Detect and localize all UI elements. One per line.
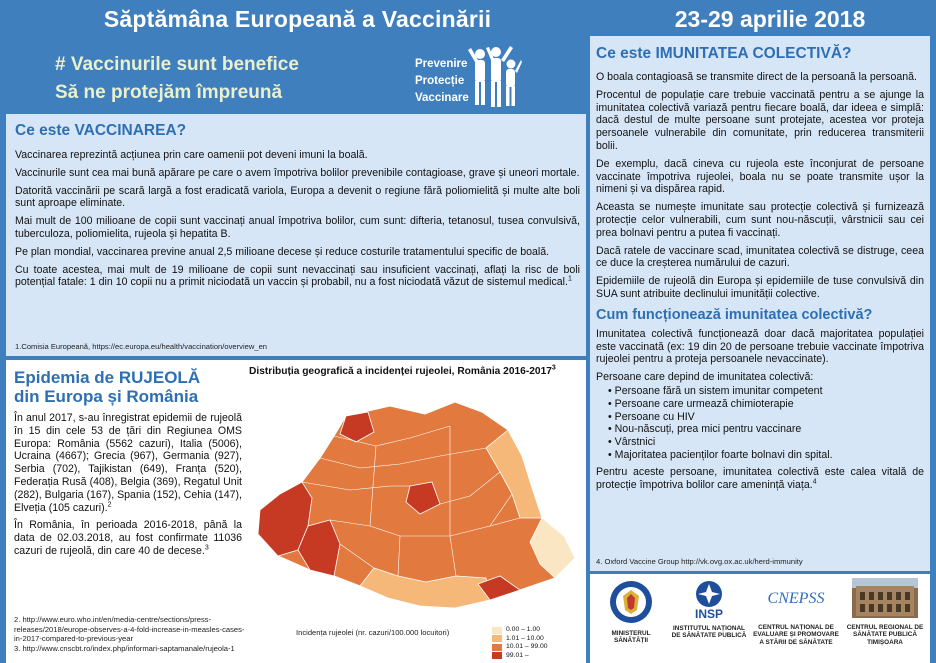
legend-swatch [492, 627, 502, 634]
list-item: • Persoane cu HIV [608, 411, 924, 424]
map-caption: Incidența rujeolei (nr. cazuri/100.000 locuitori) [296, 628, 450, 637]
vaccinare-paragraph: Pe plan mondial, vaccinarea previne anual 2,5 milioane decese și reduce costurile tratamentului specific de boală. [15, 245, 550, 258]
vaccinare-paragraph: Vaccinarea reprezintă acțiunea prin care oamenii pot deveni imuni la boală. [15, 149, 368, 161]
rujeola-title-line1: Epidemia de RUJEOLĂ [14, 368, 201, 387]
list-item: • Persoane fără un sistem imunitar competent [608, 385, 924, 398]
rujeola-panel [6, 360, 586, 663]
rujeola-footnotes [14, 615, 246, 653]
rujeola-p2-text: În România, în perioada 2016-2018, până la data de 02.03.2018, au fost confirmate 11036 cazuri de rujeolă, din care 40 de decese. [14, 519, 242, 557]
event-date: 23-29 aprilie 2018 [674, 6, 866, 32]
legend-swatch [492, 652, 502, 659]
imunitate-final [596, 466, 924, 492]
logo-ministerul-sanatatii [596, 580, 666, 645]
imunitate-paragraph: Procentul de populație care trebuie vaccinată pentru a se ajunge la imunitatea colectivă variază pentru fiecare boală, dar ideea e simplă: dacă destul de multe persoane sunt protejate, acestea vor proteja persoanele vulnerabile din comunitate, prin reducerea transmiterii bolii. [596, 88, 924, 152]
imunitate-footnote: 4. Oxford Vaccine Group http://vk.ovg.ox.ac.uk/herd-immunity [596, 557, 803, 566]
imunitate-paragraph: O boala contagioasă se transmite direct de la persoană la persoană. [596, 71, 917, 83]
legend-item [492, 652, 548, 661]
building-photo-icon [852, 578, 918, 618]
ppv-block [415, 56, 469, 107]
footnote-ref: 1 [567, 275, 572, 283]
logo-caption: MINISTERUL SĂNĂTĂȚII [611, 630, 651, 645]
imunitate-how: Imunitatea colectivă funcționează doar dacă majoritatea populației este vaccinată (ex: 19 din 20 de persoane trebuie vaccinate împotriva rujeolei pentru a proteja persoanele nevaccinate). [596, 327, 924, 366]
imunitate-paragraph: Epidemiile de rujeolă din Europa și epidemiile de tuse convulsivă din SUA sunt atribuite declinului imunității colective. [596, 275, 924, 300]
legend-swatch [492, 635, 502, 642]
vaccinare-title: Ce este VACCINAREA? [15, 122, 187, 139]
rujeola-title [14, 368, 200, 406]
vaccinare-paragraph: Datorită vaccinării pe scară largă a fost eradicată variola, Europa a devenit o regiune fără poliomielită și multe alte boli sunt aproape eliminate. [15, 184, 580, 210]
footnote-ref: 4 [812, 477, 817, 485]
insp-emblem-icon [689, 580, 729, 608]
imunitate-paragraph: Aceasta se numește imunitate sau protecție colectivă și furnizează protecție celor vulnerabili, cum sunt nou-născuții, vârstnicii sau cei prea bolnavi pentru a putea fi vaccinați. [596, 201, 924, 239]
vaccinare-footnote: 1.Comisia Europeană, https://ec.europa.eu/health/vaccination/overview_en [15, 342, 268, 351]
imunitate-final-text: Pentru aceste persoane, imunitatea colectivă este calea vitală de protecție împotriva bolilor care amenință viața. [596, 465, 924, 491]
cnepss-wordmark: CNEPSS [767, 590, 825, 607]
list-item: • Persoane care urmează chimioterapie [608, 398, 924, 411]
logo-cnepss [752, 580, 840, 646]
logo-insp [670, 580, 748, 640]
logo-caption: INSTITUTUL NAȚIONAL DE SĂNĂTATE PUBLICĂ [671, 625, 747, 640]
imunitate-subtitle: Cum funcționează imunitatea colectivă? [596, 306, 873, 323]
list-item: • Nou-născuți, prea mici pentru vaccinare [608, 423, 924, 436]
ppv-prevenire: Prevenire [415, 58, 468, 70]
vaccinare-last-text: Cu toate acestea, mai mult de 19 milioane de copii sunt nevaccinați sau insuficient vaccinați, aflați la risc de boli potențial fatale: 1 din 10 copii nu a primit niciodată un vaccin și probabil, nu a fost niciodată văzut de sistemul medical. [15, 263, 580, 289]
rujeola-paragraph [14, 519, 242, 557]
legend-label: 1.01 – 10.00 [506, 634, 544, 642]
legend-item [492, 635, 548, 644]
map-title [249, 366, 584, 377]
vaccinare-panel [6, 114, 586, 356]
rujeola-p1-text: În anul 2017, s-au înregistrat epidemii de rujeolă în 15 din cele 53 de țări din Regiunea OMS Europa: România (5562 cazuri), Italia (5006), Ucraina (4667); Grecia (967), Germania (927), Serbia (702), Tajikistan (649), Franța (520), Federația Rusă (408), Belgia (369), Regatul Unit (282), Bulgaria (167), Spania (152), Cehia (147), Elveția (105 cazuri). [14, 412, 242, 514]
rujeola-paragraph [14, 412, 242, 514]
vaccinare-paragraph: Vaccinurile sunt cea mai bună apărare pe care o avem împotriva bolilor prevenibile contagioase, grave și uneori mortale. [15, 166, 580, 179]
legend-swatch [492, 644, 502, 651]
footnote-ref: 3 [204, 544, 209, 552]
footnote-ref: 2 [107, 501, 112, 509]
ppv-protectie: Protecție [415, 75, 465, 87]
imunitate-depend: Persoane care depind de imunitatea colectivă: [596, 371, 814, 384]
ministry-seal-icon [609, 580, 653, 624]
logo-caption: CENTRUL REGIONAL DE SĂNĂTATE PUBLICĂ TIMIȘOARA [846, 624, 924, 646]
legend-item [492, 643, 548, 652]
logos-panel [590, 574, 930, 663]
insp-wordmark: INSP [694, 607, 723, 621]
rujeola-footnote-3: 3. http://www.cnscbt.ro/index.php/informari-saptamanale/rujeola-1 [14, 643, 235, 653]
imunitate-panel [590, 36, 930, 571]
rujeola-footnote-2: 2. http://www.euro.who.int/en/media-centre/sections/press-releases/2018/europe-observes-a-4-fold-increase-in-measles-cases-in-2017-compared-to-previous-year [14, 615, 245, 643]
poster-title: Săptămâna Europeană a Vaccinării [103, 6, 492, 32]
legend-label: 10.01 – 99.00 [506, 643, 548, 650]
logo-caption: CENTRUL NAȚIONAL DE EVALUARE ȘI PROMOVARE A STĂRII DE SĂNĂTATE [753, 624, 839, 646]
footnote-ref: 3 [551, 364, 556, 372]
imunitate-paragraph: De exemplu, dacă cineva cu rujeola este înconjurat de persoane vaccinate împotriva rujeolei, boala nu se poate transmite ușor la nimeni și va dispărea rapid. [596, 157, 924, 196]
logo-crsp-timisoara [844, 578, 926, 646]
list-item: • Vârstnici [608, 436, 924, 449]
legend-item [492, 626, 548, 635]
legend-label: 99.01 – [506, 651, 529, 659]
slogan-line-2: Să ne protejăm împreună [55, 82, 283, 103]
children-silhouette-icon [466, 44, 522, 110]
ppv-vaccinare: Vaccinare [415, 92, 469, 104]
rujeola-title-line2: din Europa și România [14, 387, 199, 406]
imunitate-title: Ce este IMUNITATEA COLECTIVĂ? [596, 45, 852, 62]
imunitate-paragraph: Dacă ratele de vaccinare scad, imunitatea colectivă se distruge, ceea ce duce la creșterea numărului de cazuri. [596, 244, 924, 270]
legend-label: 0.00 – 1.00 [506, 626, 541, 633]
slogan-line-1: # Vaccinurile sunt benefice [55, 54, 299, 75]
vaccinare-paragraph: Mai mult de 100 milioane de copii sunt vaccinați anual împotriva bolilor, cum sunt: difteria, tetanosul, tusea convulsivă, tuberculoza, poliomielita, rujeola și hepatita B. [15, 215, 580, 240]
romania-incidence-map [250, 386, 582, 622]
map-title-text: Distribuția geografică a incidenței rujeolei, România 2016-2017 [249, 366, 552, 377]
map-legend [492, 626, 548, 660]
dependent-persons-list [596, 385, 924, 462]
vaccinare-paragraph [15, 264, 580, 290]
list-item: • Majoritatea pacienților foarte bolnavi din spital. [608, 449, 924, 462]
